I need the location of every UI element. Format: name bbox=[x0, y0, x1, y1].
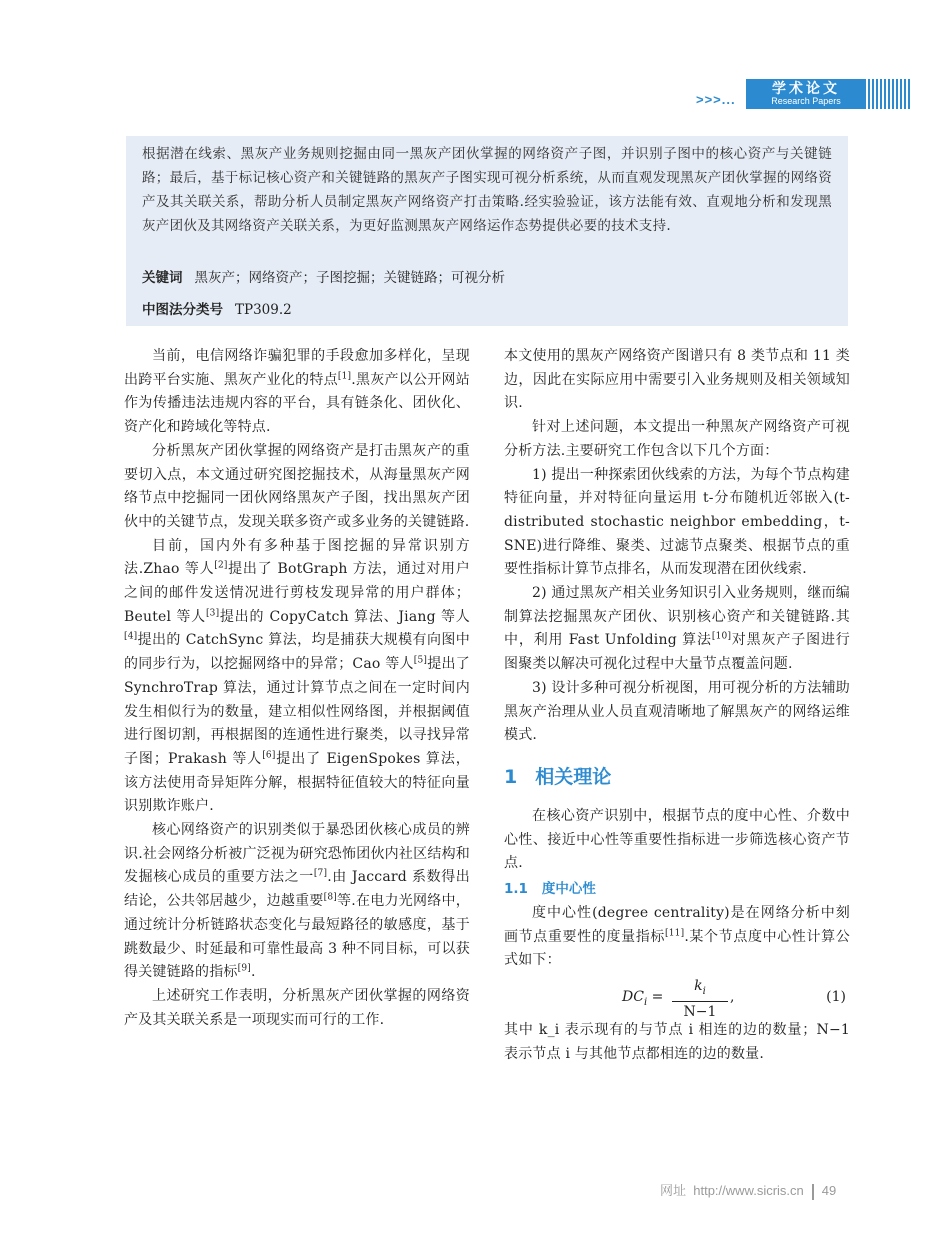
keywords-label: 关键词 bbox=[142, 270, 183, 286]
journal-url[interactable]: http://www.sicris.cn bbox=[693, 1183, 804, 1198]
clc-label: 中图法分类号 bbox=[142, 302, 223, 318]
clc-code: TP309.2 bbox=[235, 302, 292, 318]
paragraph: 目前，国内外有多种基于图挖掘的异常识别方法.Zhao 等人[2]提出了 BotGraph 方法，通过对用户之间的邮件发送情况进行剪枝发现异常的用户群体；Beutel 等人[3]提出的 CopyCatch 算法、Jiang 等人[4]提出的 CatchSync 算法，均是捕获大规模有向图中的同步行为，以挖掘网络中的异常；Cao 等人[5]提出了 SynchroTrap 算法，通过计算节点之间在一定时间内发生相似行为的数量，建立相似性网络图，并根据阈值进行图切割，再根据图的连通性进行聚类，以寻找异常子图；Prakash 等人[6]提出了 EigenSpokes 算法，该方法使用奇异矩阵分解，根据特征值较大的特征向量识别欺诈账户. bbox=[124, 537, 470, 815]
formula-lhs: $DC_i$ = bbox=[622, 989, 664, 1008]
equation-1: $DC_i$ = $\frac{k_i}{N-1}$ , (1) bbox=[622, 978, 846, 1020]
paragraph: 度中心性(degree centrality)是在网络分析中刻画节点重要性的度量指标[11].某个节点度中心性计算公式如下： bbox=[504, 905, 850, 969]
subsection-heading: 1.1 度中心性 bbox=[504, 881, 596, 898]
url-label: 网址 bbox=[660, 1183, 687, 1198]
page-footer bbox=[660, 1180, 836, 1200]
section-title-cn: 学术论文 bbox=[772, 80, 840, 96]
paragraph: 本文使用的黑灰产网络资产图谱只有 8 类节点和 11 类边，因此在实际应用中需要引入业务规则及相关领域知识. bbox=[504, 348, 850, 412]
paragraph: 上述研究工作表明，分析黑灰产团伙掌握的网络资产及其关联关系是一项现实而可行的工作. bbox=[124, 987, 470, 1028]
paragraph: 核心网络资产的识别类似于暴恐团伙核心成员的辨识.社会网络分析被广泛视为研究恐怖团伙内社区结构和发掘核心成员的重要方法之一[7].由 Jaccard 系数得出结论，公共邻居越少，边越重要[8]等.在电力光网络中，通过统计分析链路状态变化与最短路径的敏感度，基于跳数最少、时延最和可靠性最高 3 种不同目标，可以获得关键链路的指标[9]. bbox=[124, 822, 470, 981]
header-stripes bbox=[868, 79, 910, 109]
section-badge bbox=[746, 79, 866, 109]
paragraph: 分析黑灰产团伙掌握的网络资产是打击黑灰产的重要切入点，本文通过研究图挖掘技术，从海量黑灰产网络节点中挖掘同一团伙网络黑灰产子图，找出黑灰产团伙中的关键节点，发现关联多资产或多业务的关键链路. bbox=[124, 442, 470, 530]
clc-line bbox=[142, 298, 292, 322]
section-heading: 1 相关理论 bbox=[504, 765, 612, 788]
formula-fraction: $\frac{k_i}{N-1}$ bbox=[672, 977, 728, 1022]
abstract-text: 根据潜在线索、黑灰产业务规则挖掘由同一黑灰产团伙掌握的网络资产子图，并识别子图中的核心资产与关键链路；最后，基于标记核心资产和关键链路的黑灰产子图实现可视分析系统，从而直观发现黑灰产团伙掌握的网络资产及其关联关系，帮助分析人员制定黑灰产网络资产打击策略.经实验验证，该方法能有效、直观地分析和发现黑灰产团伙及其网络资产关联关系，为更好监测黑灰产网络运作态势提供必要的技术支持. bbox=[142, 146, 832, 234]
list-item: 2) 通过黑灰产相关业务知识引入业务规则，继而编制算法挖掘黑灰产团伙、识别核心资产和关键链路.其中，利用 Fast Unfolding 算法[10]对黑灰产子图进行图聚类以解决可视化过程中大量节点覆盖问题. bbox=[504, 585, 850, 673]
left-column bbox=[124, 345, 470, 1032]
equation-number: (1) bbox=[826, 989, 846, 1006]
paragraph: 在核心资产识别中，根据节点的度中心性、介数中心性、接近中心性等重要性指标进一步筛选核心资产节点. bbox=[504, 807, 850, 872]
page-number: 49 bbox=[821, 1183, 837, 1198]
list-item: 3) 设计多种可视分析视图，用可视分析的方法辅助黑灰产治理从业人员直观清晰地了解黑灰产的网络运维模式. bbox=[504, 679, 850, 744]
paragraph: 当前，电信网络诈骗犯罪的手段愈加多样化，呈现出跨平台实施、黑灰产业化的特点[1].黑灰产以公开网站作为传播违法违规内容的平台，具有链条化、团伙化、资产化和跨域化等特点. bbox=[124, 348, 470, 436]
keywords-line bbox=[142, 266, 505, 290]
header-arrows: >>>... bbox=[696, 92, 736, 107]
paragraph: 其中 k_i 表示现有的与节点 i 相连的边的数量；N−1 表示节点 i 与其他节点都相连的边的数量. bbox=[504, 1022, 850, 1062]
abstract-box bbox=[126, 136, 848, 326]
footer-divider bbox=[812, 1184, 814, 1200]
keywords: 黑灰产；网络资产；子图挖掘；关键链路；可视分析 bbox=[194, 270, 505, 286]
section-title-en: Research Papers bbox=[771, 96, 841, 106]
list-item: 1) 提出一种探索团伙线索的方法，为每个节点构建特征向量，并对特征向量运用 t-分布随机近邻嵌入(t-distributed stochastic neighbor embedding，t-SNE)进行降维、聚类、过滤节点聚类、根据节点的重要性指标计算节点排名，从而发现潜在团伙线索. bbox=[504, 466, 850, 578]
right-column bbox=[504, 345, 850, 1067]
paragraph: 针对上述问题，本文提出一种黑灰产网络资产可视分析方法.主要研究工作包含以下几个方面： bbox=[504, 419, 850, 459]
